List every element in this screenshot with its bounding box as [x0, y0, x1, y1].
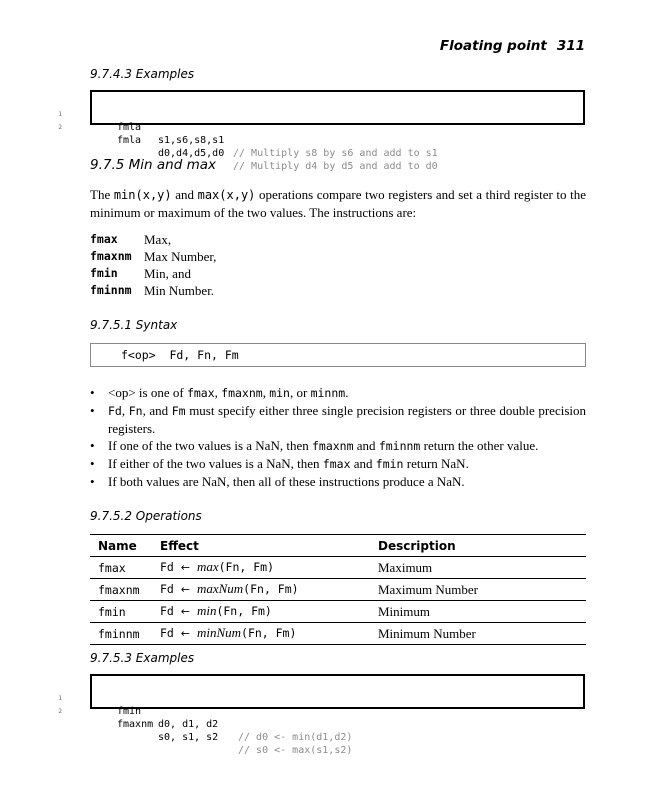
- bullet-text: return NaN.: [403, 456, 469, 471]
- bullet-text: , or: [289, 385, 311, 400]
- effect-function: max: [196, 559, 219, 574]
- effect-dest: Fd: [160, 604, 174, 618]
- effect-args: (Fn, Fm): [243, 582, 299, 596]
- bullet-code: fmaxnm: [221, 386, 263, 400]
- effect-args: (Fn, Fm): [216, 604, 272, 618]
- bullet-text: , and: [142, 403, 172, 418]
- column-header-effect: Effect: [152, 535, 370, 557]
- op-description: Maximum Number: [370, 579, 586, 601]
- bullet-icon: •: [90, 474, 95, 489]
- line-number: 2: [58, 708, 62, 715]
- intro-text: The: [90, 187, 114, 202]
- effect-dest: Fd: [160, 626, 174, 640]
- bullet-icon: •: [90, 385, 95, 400]
- bullet-code: min: [269, 386, 290, 400]
- effect-function: minNum: [196, 625, 242, 640]
- instruction-mnemonic: fmax: [90, 232, 118, 246]
- code-operands: s1,s6,s8,s1: [158, 135, 225, 146]
- line-number: 1: [58, 111, 62, 118]
- examples-heading-1: 9.7.4.3 Examples: [90, 67, 195, 81]
- op-description: Maximum: [370, 557, 586, 579]
- left-arrow-icon: ←: [180, 605, 191, 618]
- bullet-code: fminnm: [378, 439, 421, 453]
- bullet-icon: •: [90, 403, 95, 418]
- instruction-mnemonic: fminnm: [90, 283, 132, 297]
- bullet-code: Fn: [128, 404, 143, 418]
- effect-dest: Fd: [160, 560, 174, 574]
- syntax-notes-list: [90, 384, 586, 490]
- instruction-description: Min, and: [144, 266, 191, 281]
- code-comment: // d0 <- min(d1,d2): [238, 732, 353, 743]
- bullet-code: Fm: [171, 404, 186, 418]
- effect-args: (Fn, Fm): [241, 626, 297, 640]
- bullet-text: ,: [262, 385, 270, 400]
- op-description: Minimum: [370, 601, 586, 623]
- instruction-description: Min Number.: [144, 283, 215, 298]
- code-opcode: fmla: [117, 122, 142, 133]
- instruction-mnemonic: fmaxnm: [90, 249, 132, 263]
- bullet-text: must specify either three single precision registers or three double precision registers.: [108, 403, 586, 436]
- header-page-number: 311: [556, 38, 585, 54]
- effect-dest: Fd: [160, 582, 174, 596]
- op-name: fmin: [90, 601, 152, 623]
- table-row: [90, 579, 586, 601]
- bullet-text: If both values are NaN, then all of these instructions produce a NaN.: [108, 474, 465, 489]
- header-section-title: Floating point: [439, 38, 547, 54]
- code-operands: s0, s1, s2: [158, 732, 219, 743]
- syntax-heading: 9.7.5.1 Syntax: [90, 318, 178, 332]
- left-arrow-icon: ←: [180, 583, 191, 596]
- bullet-text: return the other value.: [420, 438, 539, 453]
- examples-heading-2: 9.7.5.3 Examples: [90, 651, 195, 665]
- bullet-code: fmin: [375, 457, 404, 471]
- list-item: [90, 455, 586, 473]
- instruction-mnemonic: fmin: [90, 266, 118, 280]
- code-operands: d0,d4,d5,d0: [158, 148, 225, 159]
- op-name: fmaxnm: [90, 579, 152, 601]
- bullet-text: and: [353, 438, 379, 453]
- table-header-row: [90, 535, 586, 557]
- table-row: [90, 601, 586, 623]
- bullet-code: fmax: [186, 386, 215, 400]
- intro-code-min: min(x,y): [113, 188, 172, 202]
- code-listing-2: [58, 674, 585, 756]
- intro-code-max: max(x,y): [197, 188, 256, 202]
- code-opcode: fmla: [117, 135, 142, 146]
- code-operands: d0, d1, d2: [158, 719, 219, 730]
- code-opcode: fmin: [117, 706, 142, 717]
- running-header: [440, 38, 585, 54]
- bullet-text: <op> is one of: [108, 385, 187, 400]
- bullet-code: minnm: [310, 386, 346, 400]
- column-header-description: Description: [370, 535, 586, 557]
- column-header-name: Name: [90, 535, 152, 557]
- op-name: fminnm: [90, 623, 152, 645]
- instruction-description: Max,: [144, 232, 172, 247]
- left-arrow-icon: ←: [180, 627, 191, 640]
- op-name: fmax: [90, 557, 152, 579]
- effect-args: (Fn, Fm): [218, 560, 275, 574]
- section-heading-min-max: 9.7.5 Min and max: [90, 157, 216, 173]
- effect-function: maxNum: [196, 581, 244, 596]
- intro-text: and: [171, 187, 198, 202]
- operations-heading: 9.7.5.2 Operations: [90, 509, 202, 523]
- code-comment: // Multiply d4 by d5 and add to d0: [233, 161, 438, 172]
- list-item: [90, 473, 586, 490]
- op-effect: [152, 623, 370, 645]
- op-effect: [152, 557, 370, 579]
- syntax-code: f<op> Fd, Fn, Fm: [121, 348, 239, 362]
- left-arrow-icon: ←: [180, 561, 191, 574]
- bullet-text: If either of the two values is a NaN, then: [108, 456, 323, 471]
- intro-paragraph: [90, 186, 586, 222]
- table-row: [90, 557, 586, 579]
- line-number: 2: [58, 124, 62, 131]
- bullet-text: ,: [214, 385, 222, 400]
- line-number: 1: [58, 695, 62, 702]
- op-description: Minimum Number: [370, 623, 586, 645]
- code-comment: // s0 <- max(s1,s2): [238, 745, 353, 756]
- list-item: [90, 384, 586, 402]
- instruction-description: Max Number,: [144, 249, 217, 264]
- bullet-code: Fd: [108, 404, 122, 418]
- bullet-icon: •: [90, 456, 95, 471]
- code-comment: // Multiply s8 by s6 and add to s1: [233, 148, 438, 159]
- bullet-text: .: [345, 385, 349, 400]
- op-effect: [152, 579, 370, 601]
- bullet-text: and: [350, 456, 376, 471]
- code-opcode: fmaxnm: [117, 719, 154, 730]
- bullet-code: fmaxnm: [311, 439, 354, 453]
- bullet-icon: •: [90, 438, 95, 453]
- bullet-text: ,: [121, 403, 129, 418]
- operations-table: [90, 534, 586, 645]
- effect-function: min: [196, 603, 217, 618]
- intro-text: operations compare two registers and set a third register to the minimum or maximum of the two values. The instructions are:: [90, 187, 586, 220]
- table-row: [90, 623, 586, 645]
- syntax-box: [90, 343, 586, 367]
- list-item: [90, 402, 586, 437]
- bullet-code: fmax: [322, 457, 351, 471]
- bullet-text: If one of the two values is a NaN, then: [108, 438, 312, 453]
- op-effect: [152, 601, 370, 623]
- list-item: [90, 437, 586, 455]
